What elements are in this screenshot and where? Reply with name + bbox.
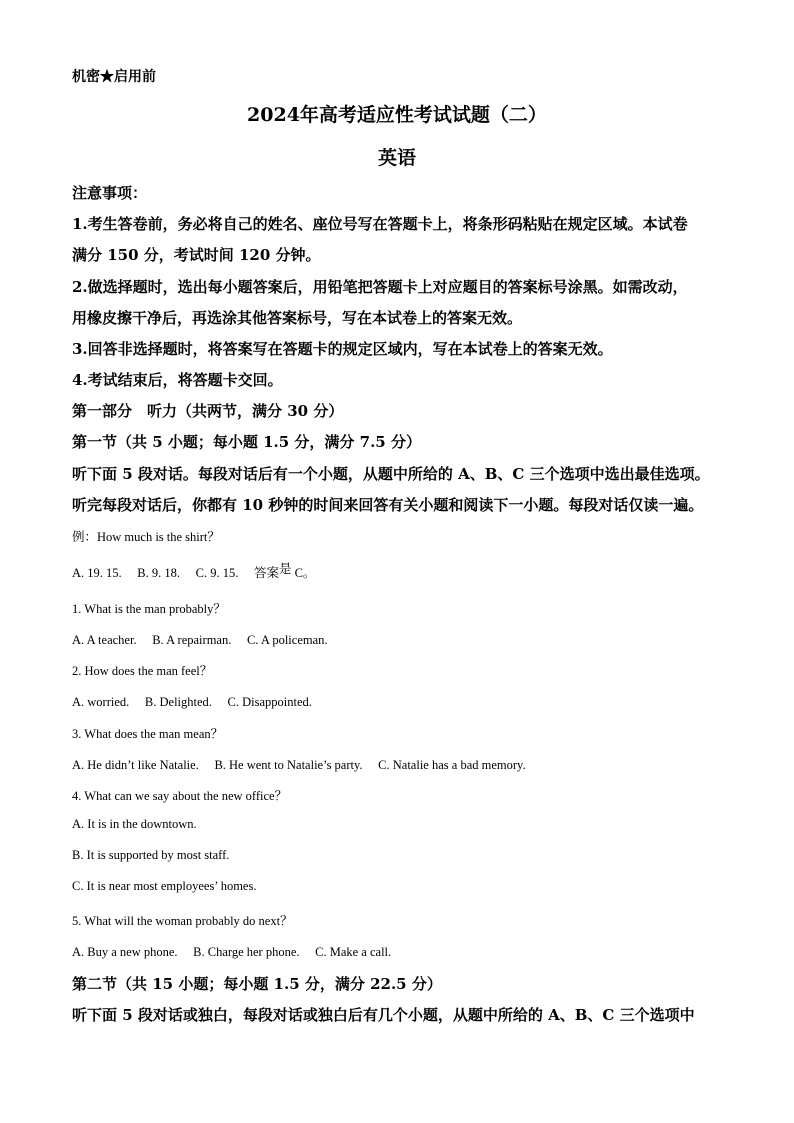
section2-instructions-line1: 听下面 5 段对话或独白，每段对话或独白后有几个小题，从题中所给的 A、B、C 三个选项中 xyxy=(72,1006,695,1024)
notes-heading: 注意事项： xyxy=(72,184,148,202)
question-1: 1. What is the man probably？ xyxy=(72,602,226,616)
question-4-option-c: C. It is near most employees’ homes. xyxy=(72,879,257,893)
exam-title: 2024年高考适应性考试试题（二） xyxy=(247,104,547,126)
question-3-options: A. He didn’t like Natalie. B. He went to Natalie’s party. C. Natalie has a bad memory. xyxy=(72,758,526,772)
question-2: 2. How does the man feel？ xyxy=(72,664,213,678)
section1-instructions-line1: 听下面 5 段对话。每段对话后有一个小题，从题中所给的 A、B、C 三个选项中选出最佳选项。 xyxy=(72,465,710,483)
example-options xyxy=(72,563,315,581)
question-5-options: A. Buy a new phone. B. Charge her phone. C. Make a call. xyxy=(72,945,392,959)
notes-item4: 4.考试结束后，将答题卡交回。 xyxy=(72,371,283,389)
subject-title: 英语 xyxy=(377,147,416,169)
section1-instructions-line2: 听完每段对话后，你都有 10 秒钟的时间来回答有关小题和阅读下一小题。每段对话仅读一遍。 xyxy=(72,496,704,514)
part1-heading: 第一部分 听力（共两节，满分 30 分） xyxy=(72,402,344,420)
section2-heading: 第二节（共 15 小题；每小题 1.5 分，满分 22.5 分） xyxy=(72,975,442,993)
notes-item1-line2: 满分 150 分，考试时间 120 分钟。 xyxy=(72,246,321,264)
section1-heading: 第一节（共 5 小题；每小题 1.5 分，满分 7.5 分） xyxy=(72,433,421,451)
example-answer-end: C。 xyxy=(291,566,316,580)
question-4-option-a: A. It is in the downtown. xyxy=(72,817,197,831)
notes-item1-line1: 1.考生答卷前，务必将自己的姓名、座位号写在答题卡上，将条形码粘贴在规定区域。本试卷 xyxy=(72,215,688,233)
notes-item3: 3.回答非选择题时，将答案写在答题卡的规定区域内，写在本试卷上的答案无效。 xyxy=(72,340,613,358)
question-1-options: A. A teacher. B. A repairman. C. A policeman. xyxy=(72,633,328,647)
example-options-text: A. 19. 15. B. 9. 18. C. 9. 15. 答案 xyxy=(72,566,279,580)
notes-item2-line1: 2.做选择题时，选出每小题答案后，用铅笔把答题卡上对应题目的答案标号涂黑。如需改动， xyxy=(72,278,688,296)
question-4: 4. What can we say about the new office？ xyxy=(72,789,288,803)
example-question: 例：How much is the shirt？ xyxy=(72,530,220,544)
confidential-label: 机密★启用前 xyxy=(72,69,156,85)
question-2-options: A. worried. B. Delighted. C. Disappointed. xyxy=(72,695,312,709)
example-answer-mid: 是 xyxy=(278,562,292,576)
question-3: 3. What does the man mean？ xyxy=(72,727,224,741)
question-5: 5. What will the woman probably do next？ xyxy=(72,914,293,928)
question-4-option-b: B. It is supported by most staff. xyxy=(72,848,230,862)
notes-item2-line2: 用橡皮擦干净后，再选涂其他答案标号，写在本试卷上的答案无效。 xyxy=(72,309,523,327)
